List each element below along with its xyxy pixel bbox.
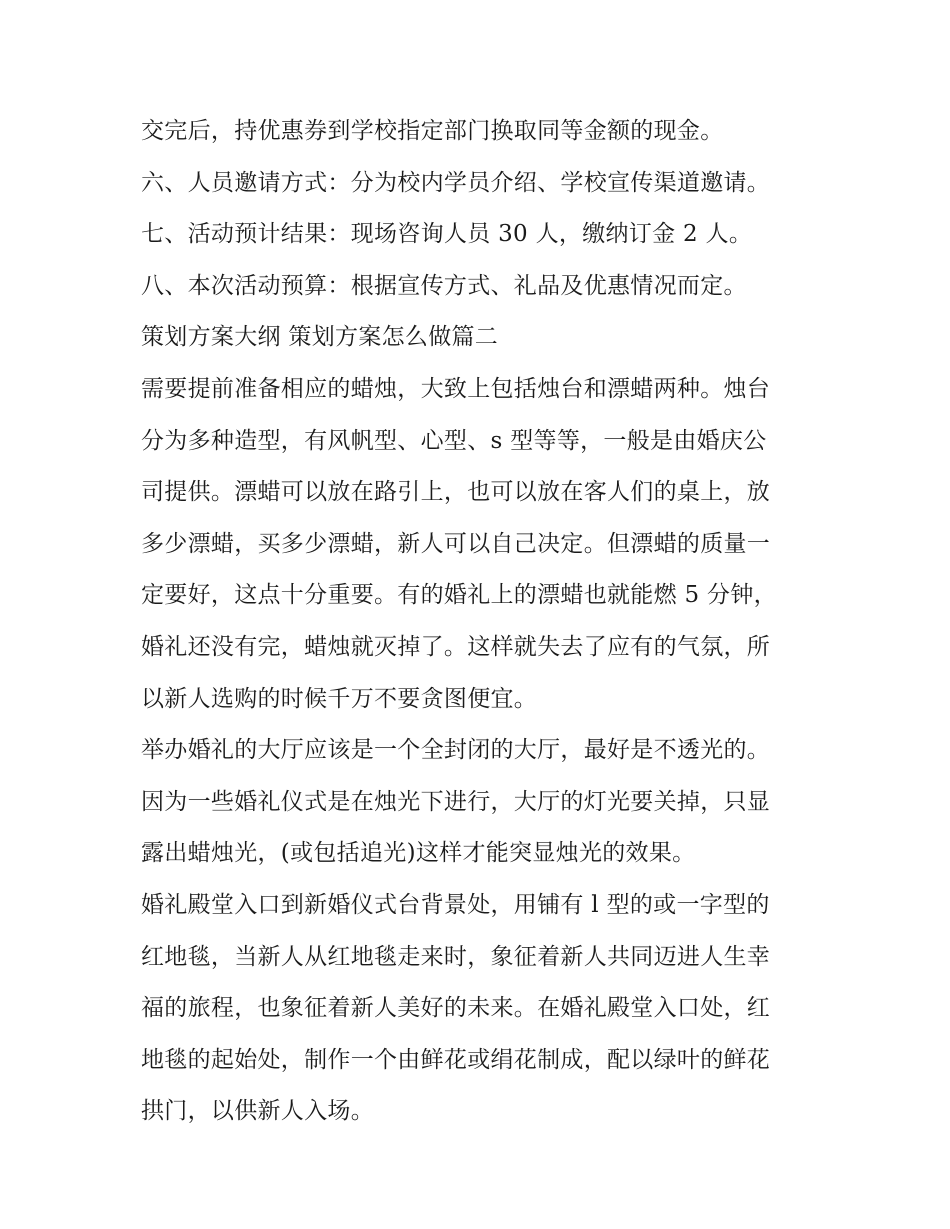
text-line: 八、本次活动预算：根据宣传方式、礼品及优惠情况而定。: [141, 272, 747, 299]
text-line: 定要好，这点十分重要。有的婚礼上的漂蜡也就能燃 5 分钟，: [141, 582, 777, 609]
text-line: 六、人员邀请方式：分为校内学员介绍、学校宣传渠道邀请。: [141, 169, 771, 196]
text-line: 福的旅程，也象征着新人美好的未来。在婚礼殿堂入口处，红: [141, 995, 771, 1022]
text-line: 举办婚礼的大厅应该是一个全封闭的大厅，最好是不透光的。: [141, 737, 771, 764]
text-line: 露出蜡烛光，(或包括追光)这样才能突显烛光的效果。: [141, 840, 696, 867]
document-body: [141, 106, 811, 1138]
text-line: 交完后，持优惠券到学校指定部门换取同等金额的现金。: [141, 118, 724, 144]
section-heading: 策划方案大纲 策划方案怎么做篇二: [141, 324, 499, 351]
text-line: 地毯的起始处，制作一个由鲜花或绢花制成，配以绿叶的鲜花: [141, 1046, 771, 1073]
text-line: 以新人选购的时候千万不要贪图便宜。: [141, 685, 538, 712]
text-line: 因为一些婚礼仪式是在烛光下进行，大厅的灯光要关掉，只显: [141, 788, 771, 815]
text-line: 婚礼殿堂入口到新婚仪式台背景处，用铺有 l 型的或一字型的: [141, 891, 770, 918]
text-line: 需要提前准备相应的蜡烛，大致上包括烛台和漂蜡两种。烛台: [141, 375, 771, 402]
text-line: 分为多种造型，有风帆型、心型、s 型等等，一般是由婚庆公: [141, 427, 767, 454]
text-line: 多少漂蜡，买多少漂蜡，新人可以自己决定。但漂蜡的质量一: [141, 530, 771, 557]
text-line: 七、活动预计结果：现场咨询人员 30 人，缴纳订金 2 人。: [141, 221, 753, 248]
text-line: 红地毯，当新人从红地毯走来时，象征着新人共同迈进人生幸: [141, 943, 771, 970]
text-line: 拱门，以供新人入场。: [141, 1098, 374, 1125]
text-line: 司提供。漂蜡可以放在路引上，也可以放在客人们的桌上，放: [141, 479, 771, 506]
text-line: 婚礼还没有完，蜡烛就灭掉了。这样就失去了应有的气氛，所: [141, 633, 771, 660]
